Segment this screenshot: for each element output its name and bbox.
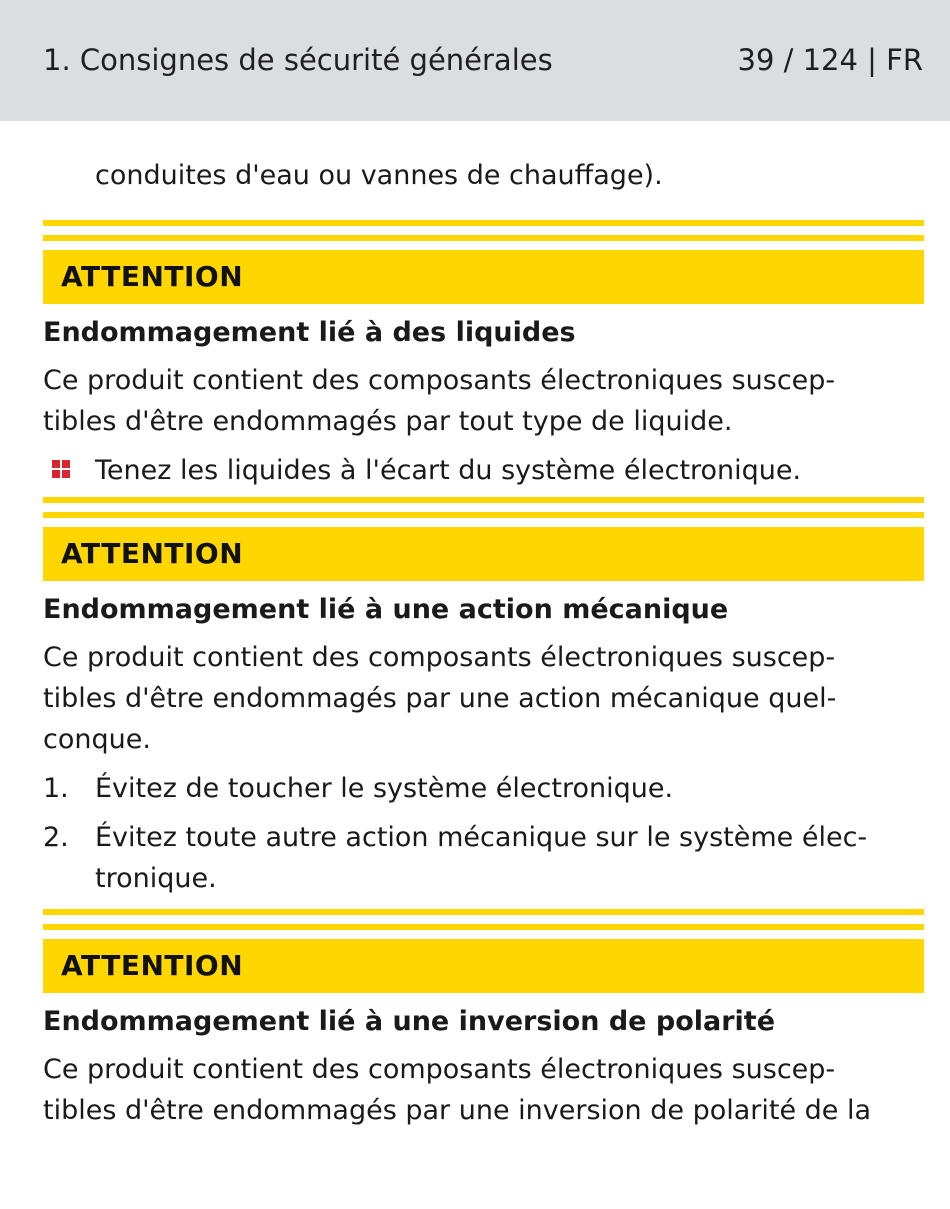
warning-notice-liquids (43, 220, 924, 491)
notice-body-line: Ce produit contient des composants électroniques suscep- (43, 1054, 836, 1085)
notice-rule (43, 220, 924, 226)
action-bullet (43, 450, 924, 491)
numbered-step (43, 817, 924, 899)
numbered-step (43, 768, 924, 809)
notice-rule (43, 512, 924, 518)
attention-label: ATTENTION (61, 537, 244, 570)
continuation-text: conduites d'eau ou vannes de chauffage). (95, 160, 663, 191)
notice-body-line: tibles d'être endommagés par une inversion de polarité de la (43, 1095, 872, 1126)
notice-heading: Endommagement lié à une inversion de polarité (43, 1006, 776, 1037)
notice-body-line: Ce produit contient des composants électroniques suscep- (43, 365, 836, 396)
notice-heading: Endommagement lié à des liquides (43, 317, 576, 348)
notice-rule (43, 909, 924, 915)
notice-rule (43, 924, 924, 930)
notice-heading: Endommagement lié à une action mécanique (43, 594, 729, 625)
section-title: 1. Consignes de sécurité générales (43, 43, 553, 77)
attention-label: ATTENTION (61, 260, 244, 293)
step-text-line: Évitez de toucher le système électronique. (95, 773, 674, 804)
page-header (0, 0, 950, 121)
attention-label: ATTENTION (61, 949, 244, 982)
notice-body-line: Ce produit contient des composants électroniques suscep- (43, 642, 836, 673)
step-text (95, 817, 924, 899)
step-number: 2. (43, 822, 69, 853)
notice-body-line: tibles d'être endommagés par tout type de liquide. (43, 406, 733, 437)
step-text (95, 768, 924, 809)
warning-notice-polarity (43, 909, 924, 1131)
notice-rule (43, 497, 924, 503)
notice-rule (43, 235, 924, 241)
notice-body (43, 637, 924, 760)
bullet-marker (43, 450, 95, 491)
notice-body-line: conque. (43, 724, 151, 755)
warning-notice-mechanical (43, 497, 924, 899)
step-text-line: tronique. (95, 863, 217, 894)
attention-banner (43, 939, 924, 993)
notice-body (43, 1049, 924, 1131)
step-text-line: Évitez toute autre action mécanique sur le système élec- (95, 822, 868, 853)
attention-banner (43, 250, 924, 304)
page-number: 39 / 124 | FR (737, 43, 923, 77)
page-content (43, 121, 924, 1131)
notice-body (43, 360, 924, 442)
bullet-text: Tenez les liquides à l'écart du système électronique. (95, 455, 802, 486)
step-number: 1. (43, 773, 69, 804)
notice-body-line: tibles d'être endommagés par une action mécanique quel- (43, 683, 837, 714)
attention-banner (43, 527, 924, 581)
